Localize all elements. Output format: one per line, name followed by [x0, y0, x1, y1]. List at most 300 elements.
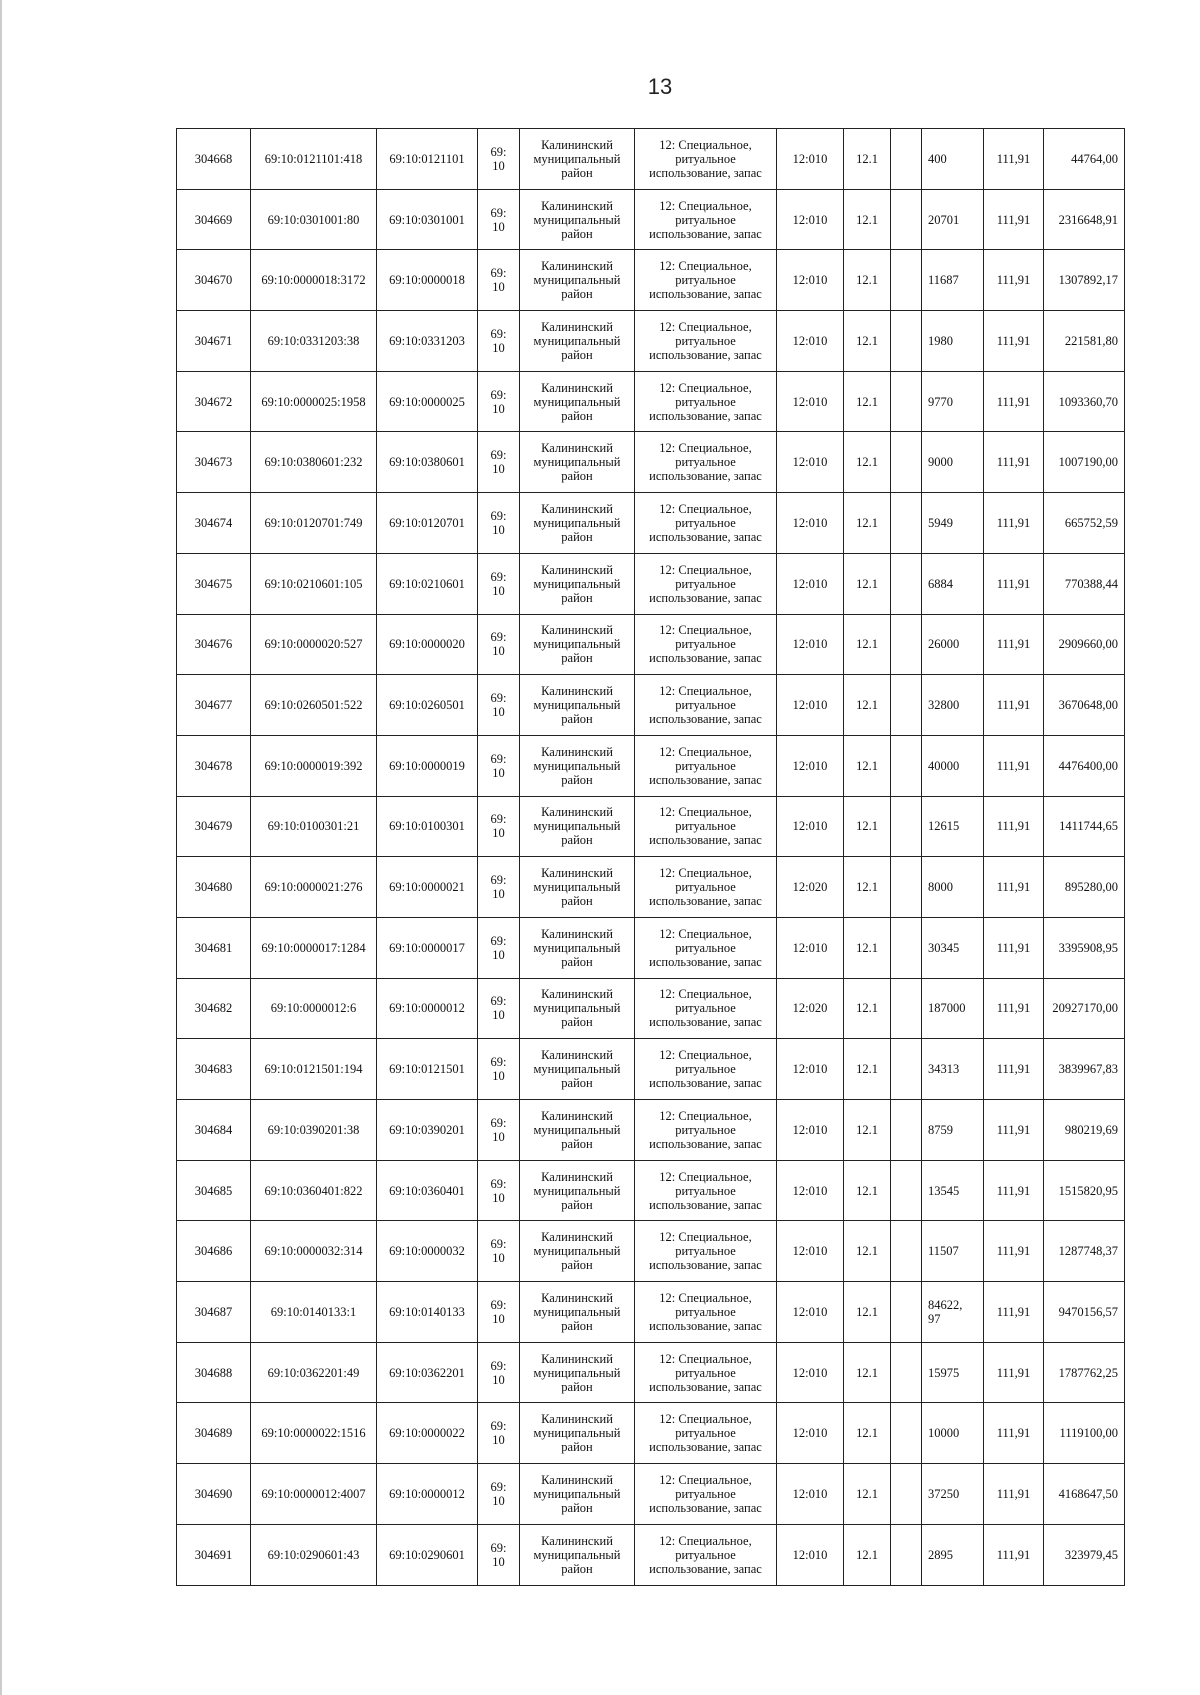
cell-subcode: 12.1 — [844, 857, 891, 918]
cell-cadastral-number: 69:10:0120701:749 — [251, 493, 377, 554]
cell-rate: 111,91 — [984, 1403, 1044, 1464]
cell-rate: 111,91 — [984, 1160, 1044, 1221]
cell-id: 304670 — [177, 250, 251, 311]
cell-id: 304680 — [177, 857, 251, 918]
cell-code: 12:020 — [777, 857, 844, 918]
cell-code: 12:010 — [777, 1160, 844, 1221]
cell-region-code: 69: 10 — [478, 1403, 520, 1464]
cell-cadastral-quarter: 69:10:0390201 — [377, 1100, 478, 1161]
cell-code: 12:010 — [777, 311, 844, 372]
cell-area: 2895 — [922, 1524, 984, 1585]
cell-region-code: 69: 10 — [478, 1100, 520, 1161]
cell-region-code: 69: 10 — [478, 1221, 520, 1282]
cell-cadastral-quarter: 69:10:0100301 — [377, 796, 478, 857]
cell-subcode: 12.1 — [844, 1464, 891, 1525]
table-row — [177, 978, 1125, 1039]
cell-region-code: 69: 10 — [478, 675, 520, 736]
cell-value: 323979,45 — [1044, 1524, 1125, 1585]
cell-land-use: 12: Специальное, ритуальное использование, запас — [635, 978, 777, 1039]
cell-land-use: 12: Специальное, ритуальное использование, запас — [635, 1282, 777, 1343]
cell-rate: 111,91 — [984, 189, 1044, 250]
cell-rate: 111,91 — [984, 129, 1044, 190]
cell-empty — [891, 1464, 922, 1525]
cell-value: 1411744,65 — [1044, 796, 1125, 857]
cell-cadastral-quarter: 69:10:0000032 — [377, 1221, 478, 1282]
cell-code: 12:010 — [777, 675, 844, 736]
cell-area: 5949 — [922, 493, 984, 554]
cell-region-code: 69: 10 — [478, 796, 520, 857]
cell-empty — [891, 553, 922, 614]
cell-cadastral-quarter: 69:10:0121501 — [377, 1039, 478, 1100]
cell-empty — [891, 1100, 922, 1161]
cell-rate: 111,91 — [984, 250, 1044, 311]
table-row — [177, 735, 1125, 796]
cell-code: 12:010 — [777, 917, 844, 978]
table-row — [177, 1160, 1125, 1221]
cell-cadastral-number: 69:10:0121501:194 — [251, 1039, 377, 1100]
cell-cadastral-quarter: 69:10:0362201 — [377, 1342, 478, 1403]
cell-district: Калининский муниципальный район — [520, 1342, 635, 1403]
cell-land-use: 12: Специальное, ритуальное использование, запас — [635, 432, 777, 493]
cell-empty — [891, 371, 922, 432]
cell-district: Калининский муниципальный район — [520, 250, 635, 311]
table-row — [177, 129, 1125, 190]
table-row — [177, 917, 1125, 978]
cell-cadastral-quarter: 69:10:0260501 — [377, 675, 478, 736]
cell-district: Калининский муниципальный район — [520, 553, 635, 614]
cell-subcode: 12.1 — [844, 1100, 891, 1161]
cell-id: 304686 — [177, 1221, 251, 1282]
cell-land-use: 12: Специальное, ритуальное использование, запас — [635, 1403, 777, 1464]
cell-land-use: 12: Специальное, ритуальное использование, запас — [635, 1160, 777, 1221]
cell-land-use: 12: Специальное, ритуальное использование, запас — [635, 493, 777, 554]
cell-area: 400 — [922, 129, 984, 190]
table-row — [177, 796, 1125, 857]
cell-land-use: 12: Специальное, ритуальное использование, запас — [635, 735, 777, 796]
cell-code: 12:010 — [777, 432, 844, 493]
cell-value: 1119100,00 — [1044, 1403, 1125, 1464]
cell-rate: 111,91 — [984, 1524, 1044, 1585]
cell-empty — [891, 1524, 922, 1585]
cell-id: 304685 — [177, 1160, 251, 1221]
table-row — [177, 1282, 1125, 1343]
cell-id: 304688 — [177, 1342, 251, 1403]
table-row — [177, 614, 1125, 675]
cell-cadastral-number: 69:10:0000019:392 — [251, 735, 377, 796]
cell-cadastral-number: 69:10:0121101:418 — [251, 129, 377, 190]
cell-cadastral-number: 69:10:0000032:314 — [251, 1221, 377, 1282]
cell-cadastral-number: 69:10:0000018:3172 — [251, 250, 377, 311]
cell-code: 12:010 — [777, 1039, 844, 1100]
cell-value: 44764,00 — [1044, 129, 1125, 190]
cell-district: Калининский муниципальный район — [520, 917, 635, 978]
cell-code: 12:010 — [777, 129, 844, 190]
cell-area: 6884 — [922, 553, 984, 614]
cell-district: Калининский муниципальный район — [520, 978, 635, 1039]
cell-empty — [891, 796, 922, 857]
cell-empty — [891, 432, 922, 493]
cell-rate: 111,91 — [984, 675, 1044, 736]
cell-id: 304674 — [177, 493, 251, 554]
cell-cadastral-quarter: 69:10:0290601 — [377, 1524, 478, 1585]
cell-value: 1287748,37 — [1044, 1221, 1125, 1282]
cell-rate: 111,91 — [984, 1039, 1044, 1100]
cell-area: 9000 — [922, 432, 984, 493]
table-row — [177, 1403, 1125, 1464]
cell-value: 2316648,91 — [1044, 189, 1125, 250]
cell-empty — [891, 978, 922, 1039]
cell-land-use: 12: Специальное, ритуальное использование, запас — [635, 1039, 777, 1100]
table-row — [177, 553, 1125, 614]
cell-subcode: 12.1 — [844, 250, 891, 311]
cell-region-code: 69: 10 — [478, 250, 520, 311]
cell-area: 26000 — [922, 614, 984, 675]
cell-area: 9770 — [922, 371, 984, 432]
cell-id: 304675 — [177, 553, 251, 614]
cell-code: 12:010 — [777, 1464, 844, 1525]
cell-cadastral-number: 69:10:0380601:232 — [251, 432, 377, 493]
cell-cadastral-quarter: 69:10:0140133 — [377, 1282, 478, 1343]
cell-value: 1093360,70 — [1044, 371, 1125, 432]
cell-district: Калининский муниципальный район — [520, 311, 635, 372]
cell-district: Калининский муниципальный район — [520, 1282, 635, 1343]
cell-district: Калининский муниципальный район — [520, 1464, 635, 1525]
cell-empty — [891, 735, 922, 796]
cell-empty — [891, 614, 922, 675]
cell-value: 2909660,00 — [1044, 614, 1125, 675]
table-row — [177, 1221, 1125, 1282]
cell-area: 84622, 97 — [922, 1282, 984, 1343]
cell-land-use: 12: Специальное, ритуальное использование, запас — [635, 371, 777, 432]
cell-region-code: 69: 10 — [478, 189, 520, 250]
cell-code: 12:010 — [777, 1403, 844, 1464]
cell-cadastral-number: 69:10:0000022:1516 — [251, 1403, 377, 1464]
cell-cadastral-quarter: 69:10:0000020 — [377, 614, 478, 675]
cell-district: Калининский муниципальный район — [520, 614, 635, 675]
cell-region-code: 69: 10 — [478, 1464, 520, 1525]
cell-code: 12:010 — [777, 493, 844, 554]
cell-area: 8000 — [922, 857, 984, 918]
cell-empty — [891, 1282, 922, 1343]
cell-rate: 111,91 — [984, 432, 1044, 493]
cell-cadastral-quarter: 69:10:0380601 — [377, 432, 478, 493]
cell-area: 11507 — [922, 1221, 984, 1282]
cell-land-use: 12: Специальное, ритуальное использование, запас — [635, 917, 777, 978]
cell-land-use: 12: Специальное, ритуальное использование, запас — [635, 1100, 777, 1161]
cell-cadastral-number: 69:10:0000012:4007 — [251, 1464, 377, 1525]
cell-value: 3395908,95 — [1044, 917, 1125, 978]
cell-rate: 111,91 — [984, 553, 1044, 614]
cell-rate: 111,91 — [984, 1100, 1044, 1161]
cell-id: 304677 — [177, 675, 251, 736]
cell-cadastral-quarter: 69:10:0301001 — [377, 189, 478, 250]
land-parcels-table — [176, 128, 1125, 1586]
cell-id: 304679 — [177, 796, 251, 857]
cell-district: Калининский муниципальный район — [520, 675, 635, 736]
table-row — [177, 432, 1125, 493]
table-row — [177, 1524, 1125, 1585]
cell-region-code: 69: 10 — [478, 311, 520, 372]
cell-district: Калининский муниципальный район — [520, 857, 635, 918]
cell-cadastral-number: 69:10:0331203:38 — [251, 311, 377, 372]
cell-code: 12:010 — [777, 371, 844, 432]
cell-subcode: 12.1 — [844, 735, 891, 796]
cell-subcode: 12.1 — [844, 1221, 891, 1282]
cell-area: 34313 — [922, 1039, 984, 1100]
cell-code: 12:020 — [777, 978, 844, 1039]
cell-district: Калининский муниципальный район — [520, 129, 635, 190]
cell-area: 10000 — [922, 1403, 984, 1464]
cell-cadastral-number: 69:10:0000017:1284 — [251, 917, 377, 978]
table-row — [177, 857, 1125, 918]
table-row — [177, 493, 1125, 554]
cell-value: 1007190,00 — [1044, 432, 1125, 493]
cell-empty — [891, 189, 922, 250]
cell-code: 12:010 — [777, 250, 844, 311]
cell-district: Калининский муниципальный район — [520, 1160, 635, 1221]
cell-id: 304673 — [177, 432, 251, 493]
cell-district: Калининский муниципальный район — [520, 1524, 635, 1585]
cell-rate: 111,91 — [984, 1464, 1044, 1525]
cell-id: 304681 — [177, 917, 251, 978]
table-row — [177, 1100, 1125, 1161]
cell-cadastral-quarter: 69:10:0121101 — [377, 129, 478, 190]
cell-id: 304683 — [177, 1039, 251, 1100]
cell-id: 304676 — [177, 614, 251, 675]
cell-area: 37250 — [922, 1464, 984, 1525]
cell-region-code: 69: 10 — [478, 432, 520, 493]
cell-region-code: 69: 10 — [478, 917, 520, 978]
cell-land-use: 12: Специальное, ритуальное использование, запас — [635, 857, 777, 918]
cell-subcode: 12.1 — [844, 978, 891, 1039]
cell-subcode: 12.1 — [844, 1039, 891, 1100]
cell-id: 304668 — [177, 129, 251, 190]
cell-id: 304669 — [177, 189, 251, 250]
cell-area: 20701 — [922, 189, 984, 250]
cell-rate: 111,91 — [984, 1342, 1044, 1403]
cell-id: 304691 — [177, 1524, 251, 1585]
cell-cadastral-quarter: 69:10:0000012 — [377, 1464, 478, 1525]
cell-code: 12:010 — [777, 553, 844, 614]
cell-cadastral-quarter: 69:10:0000012 — [377, 978, 478, 1039]
cell-id: 304672 — [177, 371, 251, 432]
cell-code: 12:010 — [777, 1282, 844, 1343]
cell-cadastral-quarter: 69:10:0000017 — [377, 917, 478, 978]
cell-subcode: 12.1 — [844, 1403, 891, 1464]
cell-empty — [891, 493, 922, 554]
cell-rate: 111,91 — [984, 1282, 1044, 1343]
cell-cadastral-quarter: 69:10:0331203 — [377, 311, 478, 372]
cell-land-use: 12: Специальное, ритуальное использование, запас — [635, 250, 777, 311]
cell-cadastral-quarter: 69:10:0000022 — [377, 1403, 478, 1464]
cell-id: 304689 — [177, 1403, 251, 1464]
cell-subcode: 12.1 — [844, 675, 891, 736]
cell-region-code: 69: 10 — [478, 493, 520, 554]
cell-cadastral-number: 69:10:0360401:822 — [251, 1160, 377, 1221]
cell-subcode: 12.1 — [844, 796, 891, 857]
cell-subcode: 12.1 — [844, 917, 891, 978]
cell-district: Калининский муниципальный район — [520, 1403, 635, 1464]
cell-land-use: 12: Специальное, ритуальное использование, запас — [635, 1464, 777, 1525]
cell-region-code: 69: 10 — [478, 129, 520, 190]
cell-value: 895280,00 — [1044, 857, 1125, 918]
cell-area: 32800 — [922, 675, 984, 736]
cell-rate: 111,91 — [984, 796, 1044, 857]
cell-land-use: 12: Специальное, ритуальное использование, запас — [635, 189, 777, 250]
cell-region-code: 69: 10 — [478, 614, 520, 675]
table-row — [177, 1342, 1125, 1403]
cell-district: Калининский муниципальный район — [520, 735, 635, 796]
cell-district: Калининский муниципальный район — [520, 1039, 635, 1100]
cell-empty — [891, 129, 922, 190]
cell-rate: 111,91 — [984, 978, 1044, 1039]
cell-empty — [891, 1221, 922, 1282]
cell-value: 3839967,83 — [1044, 1039, 1125, 1100]
cell-code: 12:010 — [777, 1524, 844, 1585]
cell-empty — [891, 1160, 922, 1221]
cell-area: 40000 — [922, 735, 984, 796]
cell-area: 8759 — [922, 1100, 984, 1161]
cell-land-use: 12: Специальное, ритуальное использование, запас — [635, 1524, 777, 1585]
cell-rate: 111,91 — [984, 371, 1044, 432]
cell-subcode: 12.1 — [844, 1524, 891, 1585]
cell-region-code: 69: 10 — [478, 1524, 520, 1585]
cell-value: 3670648,00 — [1044, 675, 1125, 736]
cell-region-code: 69: 10 — [478, 553, 520, 614]
cell-region-code: 69: 10 — [478, 1160, 520, 1221]
cell-region-code: 69: 10 — [478, 1342, 520, 1403]
cell-value: 980219,69 — [1044, 1100, 1125, 1161]
cell-land-use: 12: Специальное, ритуальное использование, запас — [635, 553, 777, 614]
page-number: 13 — [647, 74, 673, 99]
cell-subcode: 12.1 — [844, 1342, 891, 1403]
cell-value: 770388,44 — [1044, 553, 1125, 614]
cell-area: 11687 — [922, 250, 984, 311]
cell-cadastral-number: 69:10:0390201:38 — [251, 1100, 377, 1161]
cell-subcode: 12.1 — [844, 1282, 891, 1343]
cell-cadastral-quarter: 69:10:0000018 — [377, 250, 478, 311]
cell-code: 12:010 — [777, 796, 844, 857]
cell-cadastral-number: 69:10:0290601:43 — [251, 1524, 377, 1585]
cell-empty — [891, 1039, 922, 1100]
cell-id: 304682 — [177, 978, 251, 1039]
cell-value: 1787762,25 — [1044, 1342, 1125, 1403]
cell-subcode: 12.1 — [844, 371, 891, 432]
cell-code: 12:010 — [777, 735, 844, 796]
cell-empty — [891, 1403, 922, 1464]
table-row — [177, 371, 1125, 432]
cell-empty — [891, 675, 922, 736]
cell-value: 20927170,00 — [1044, 978, 1125, 1039]
cell-district: Калининский муниципальный район — [520, 432, 635, 493]
cell-subcode: 12.1 — [844, 493, 891, 554]
cell-code: 12:010 — [777, 1342, 844, 1403]
cell-land-use: 12: Специальное, ритуальное использование, запас — [635, 1342, 777, 1403]
cell-empty — [891, 857, 922, 918]
cell-area: 13545 — [922, 1160, 984, 1221]
land-parcels-table-wrap — [176, 128, 1125, 1586]
cell-district: Калининский муниципальный район — [520, 189, 635, 250]
table-body — [177, 129, 1125, 1586]
cell-cadastral-number: 69:10:0000025:1958 — [251, 371, 377, 432]
table-row — [177, 1039, 1125, 1100]
cell-cadastral-number: 69:10:0100301:21 — [251, 796, 377, 857]
table-row — [177, 311, 1125, 372]
cell-rate: 111,91 — [984, 735, 1044, 796]
cell-district: Калининский муниципальный район — [520, 1100, 635, 1161]
cell-land-use: 12: Специальное, ритуальное использование, запас — [635, 129, 777, 190]
cell-land-use: 12: Специальное, ритуальное использование, запас — [635, 796, 777, 857]
cell-region-code: 69: 10 — [478, 857, 520, 918]
cell-district: Калининский муниципальный район — [520, 796, 635, 857]
cell-code: 12:010 — [777, 189, 844, 250]
cell-land-use: 12: Специальное, ритуальное использование, запас — [635, 311, 777, 372]
cell-land-use: 12: Специальное, ритуальное использование, запас — [635, 614, 777, 675]
cell-cadastral-quarter: 69:10:0000021 — [377, 857, 478, 918]
cell-value: 1515820,95 — [1044, 1160, 1125, 1221]
cell-cadastral-quarter: 69:10:0000025 — [377, 371, 478, 432]
cell-region-code: 69: 10 — [478, 1039, 520, 1100]
cell-rate: 111,91 — [984, 1221, 1044, 1282]
cell-cadastral-number: 69:10:0140133:1 — [251, 1282, 377, 1343]
cell-district: Калининский муниципальный район — [520, 1221, 635, 1282]
cell-cadastral-number: 69:10:0260501:522 — [251, 675, 377, 736]
cell-region-code: 69: 10 — [478, 371, 520, 432]
scan-edge-line — [0, 0, 2, 1695]
cell-subcode: 12.1 — [844, 614, 891, 675]
cell-value: 4168647,50 — [1044, 1464, 1125, 1525]
cell-empty — [891, 250, 922, 311]
cell-code: 12:010 — [777, 1221, 844, 1282]
cell-cadastral-quarter: 69:10:0210601 — [377, 553, 478, 614]
cell-empty — [891, 917, 922, 978]
table-row — [177, 1464, 1125, 1525]
cell-id: 304687 — [177, 1282, 251, 1343]
cell-value: 665752,59 — [1044, 493, 1125, 554]
table-row — [177, 189, 1125, 250]
cell-district: Калининский муниципальный район — [520, 371, 635, 432]
cell-cadastral-number: 69:10:0000012:6 — [251, 978, 377, 1039]
cell-empty — [891, 311, 922, 372]
cell-rate: 111,91 — [984, 311, 1044, 372]
cell-empty — [891, 1342, 922, 1403]
cell-subcode: 12.1 — [844, 553, 891, 614]
cell-cadastral-number: 69:10:0000021:276 — [251, 857, 377, 918]
cell-area: 30345 — [922, 917, 984, 978]
cell-id: 304690 — [177, 1464, 251, 1525]
cell-cadastral-number: 69:10:0301001:80 — [251, 189, 377, 250]
cell-cadastral-number: 69:10:0000020:527 — [251, 614, 377, 675]
cell-region-code: 69: 10 — [478, 1282, 520, 1343]
cell-rate: 111,91 — [984, 493, 1044, 554]
cell-id: 304671 — [177, 311, 251, 372]
cell-land-use: 12: Специальное, ритуальное использование, запас — [635, 1221, 777, 1282]
cell-land-use: 12: Специальное, ритуальное использование, запас — [635, 675, 777, 736]
cell-rate: 111,91 — [984, 614, 1044, 675]
cell-area: 187000 — [922, 978, 984, 1039]
cell-area: 12615 — [922, 796, 984, 857]
cell-cadastral-quarter: 69:10:0000019 — [377, 735, 478, 796]
cell-cadastral-number: 69:10:0210601:105 — [251, 553, 377, 614]
cell-value: 1307892,17 — [1044, 250, 1125, 311]
cell-area: 1980 — [922, 311, 984, 372]
cell-cadastral-number: 69:10:0362201:49 — [251, 1342, 377, 1403]
cell-cadastral-quarter: 69:10:0120701 — [377, 493, 478, 554]
cell-subcode: 12.1 — [844, 189, 891, 250]
cell-value: 4476400,00 — [1044, 735, 1125, 796]
cell-id: 304678 — [177, 735, 251, 796]
table-row — [177, 675, 1125, 736]
